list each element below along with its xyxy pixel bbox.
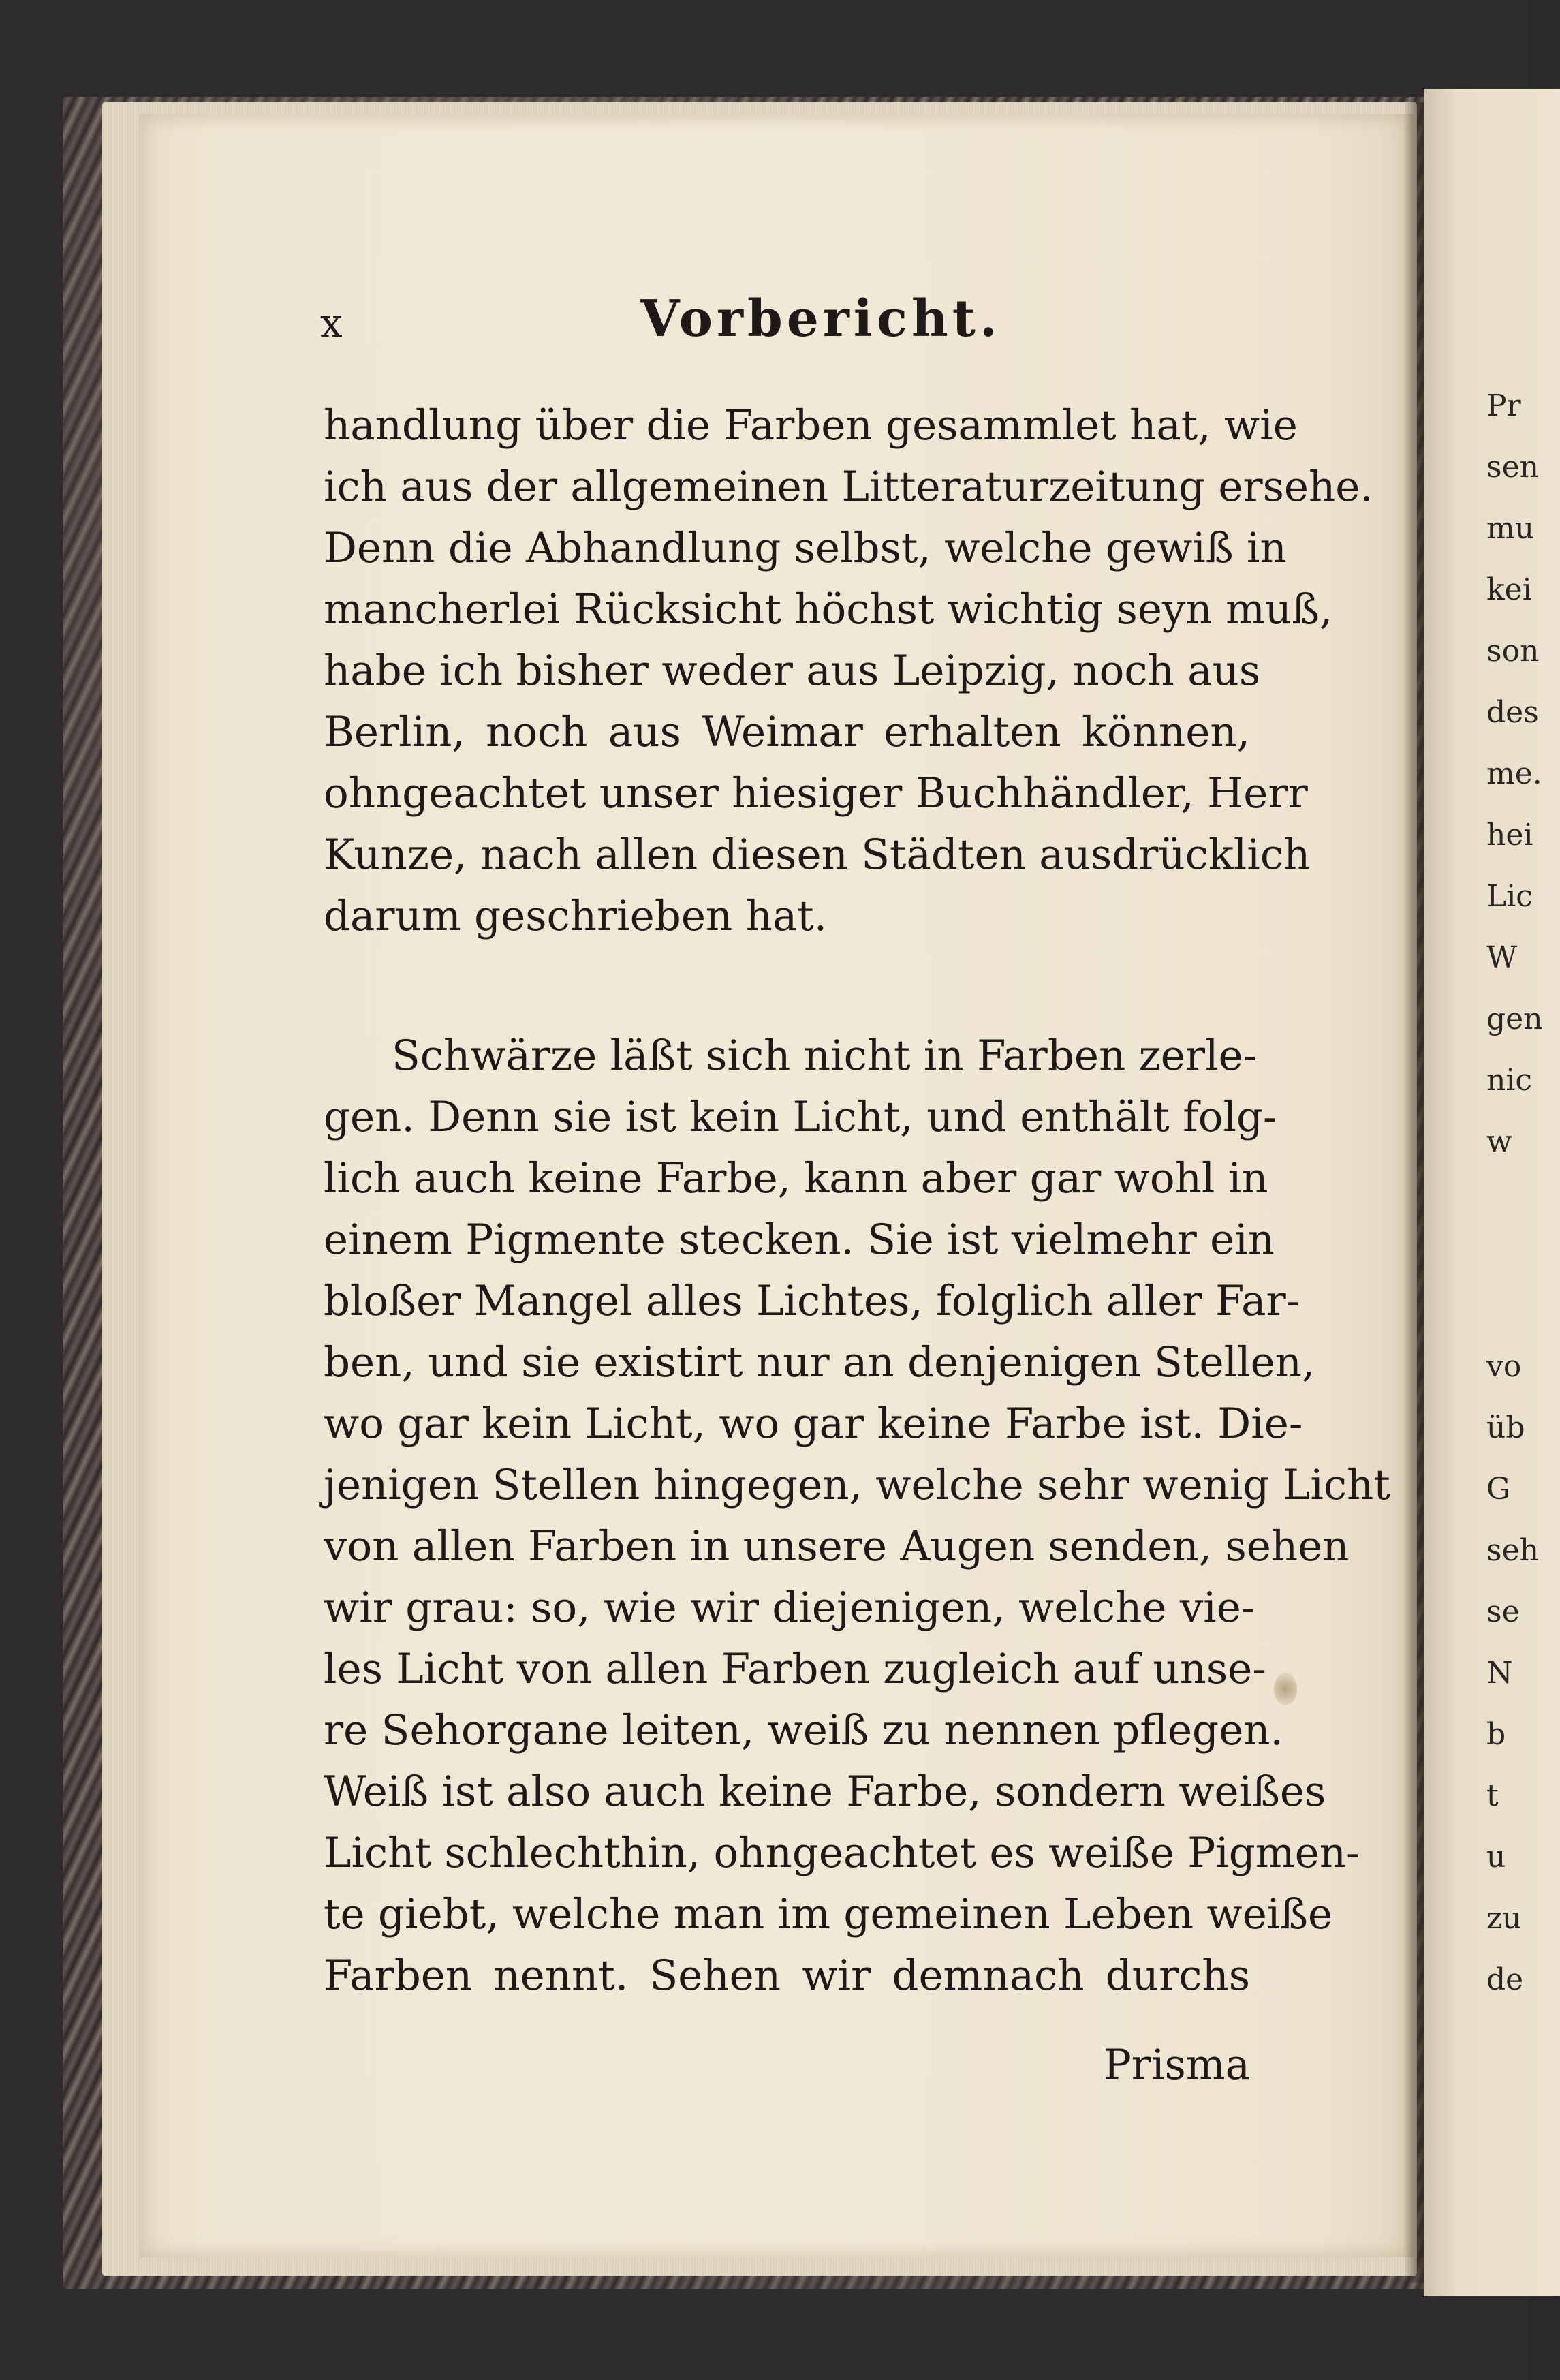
text-line: handlung über die Farben gesammlet hat, wie: [324, 401, 1298, 450]
facing-text-fragment: hei: [1486, 818, 1533, 852]
facing-text-fragment: zu: [1486, 1901, 1522, 1936]
text-line: Berlin, noch aus Weimar erhalten können,: [324, 708, 1250, 756]
text-line: Kunze, nach allen diesen Städten ausdrücklich: [324, 831, 1311, 879]
text-line: Schwärze läßt sich nicht in Farben zerle-: [392, 1032, 1258, 1080]
facing-text-fragment: seh: [1486, 1533, 1539, 1568]
facing-text-fragment: G: [1486, 1472, 1511, 1506]
facing-text-fragment: W: [1486, 940, 1518, 975]
text-line: jenigen Stellen hingegen, welche sehr wenig Licht: [324, 1461, 1390, 1509]
facing-text-fragment: me.: [1486, 756, 1542, 791]
facing-text-fragment: gen: [1486, 1002, 1543, 1036]
text-line: mancherlei Rücksicht höchst wichtig seyn muß,: [324, 585, 1333, 634]
text-line: einem Pigmente stecken. Sie ist vielmehr ein: [324, 1216, 1275, 1264]
facing-text-fragment: b: [1486, 1717, 1506, 1752]
text-line: ich aus der allgemeinen Litteraturzeitung ersehe.: [324, 463, 1373, 511]
text-line: Farben nennt. Sehen wir demnach durchs: [324, 1951, 1250, 2000]
facing-text-fragment: w: [1486, 1124, 1512, 1159]
text-line: les Licht von allen Farben zugleich auf unse-: [324, 1645, 1266, 1693]
text-line: habe ich bisher weder aus Leipzig, noch aus: [324, 647, 1261, 695]
text-line: wir grau: so, wie wir diejenigen, welche vie-: [324, 1583, 1255, 1632]
paragraph-1: [324, 395, 1373, 947]
text-line: darum geschrieben hat.: [324, 892, 828, 940]
text-line: lich auch keine Farbe, kann aber gar wohl in: [324, 1154, 1268, 1203]
facing-text-fragment: se: [1486, 1594, 1520, 1629]
facing-text-fragment: mu: [1486, 511, 1535, 546]
text-line: von allen Farben in unsere Augen senden, sehen: [324, 1522, 1350, 1571]
facing-text-fragment: t: [1486, 1778, 1499, 1813]
facing-text-fragment: N: [1486, 1656, 1513, 1690]
facing-text-fragment: Lic: [1486, 879, 1533, 914]
facing-text-fragment: sen: [1486, 450, 1539, 484]
text-line: gen. Denn sie ist kein Licht, und enthält folg-: [324, 1093, 1277, 1141]
facing-text-fragment: son: [1486, 634, 1540, 668]
text-line: wo gar kein Licht, wo gar keine Farbe ist. Die-: [324, 1400, 1303, 1448]
running-title: Vorbericht.: [640, 290, 1001, 348]
text-line: bloßer Mangel alles Lichtes, folglich aller Far-: [324, 1277, 1300, 1325]
paper-stain: [1274, 1673, 1297, 1705]
text-line: Licht schlechthin, ohngeachtet es weiße Pigmen-: [324, 1829, 1360, 1877]
text-line: te giebt, welche man im gemeinen Leben weiße: [324, 1890, 1333, 1938]
facing-text-fragment: des: [1486, 695, 1539, 730]
facing-text-fragment: nic: [1486, 1063, 1533, 1098]
facing-text-fragment: üb: [1486, 1410, 1525, 1445]
page-number: x: [320, 300, 343, 346]
facing-text-fragment: Pr: [1486, 388, 1521, 423]
text-line: Weiß ist also auch keine Farbe, sondern weißes: [324, 1767, 1326, 1816]
facing-text-fragment: u: [1486, 1840, 1506, 1874]
facing-text-fragment: kei: [1486, 572, 1532, 607]
text-line: Denn die Abhandlung selbst, welche gewiß in: [324, 524, 1287, 572]
paragraph-2: [324, 1025, 1390, 2007]
facing-text-fragment: de: [1486, 1962, 1524, 1997]
facing-page-edge: [1424, 89, 1560, 2296]
facing-text-fragment: vo: [1486, 1349, 1522, 1384]
catchword: Prisma: [1103, 2041, 1250, 2089]
text-line: ben, und sie existirt nur an denjenigen Stellen,: [324, 1338, 1315, 1387]
text-line: ohngeachtet unser hiesiger Buchhändler, Herr: [324, 769, 1308, 818]
text-line: re Sehorgane leiten, weiß zu nennen pflegen.: [324, 1706, 1283, 1755]
